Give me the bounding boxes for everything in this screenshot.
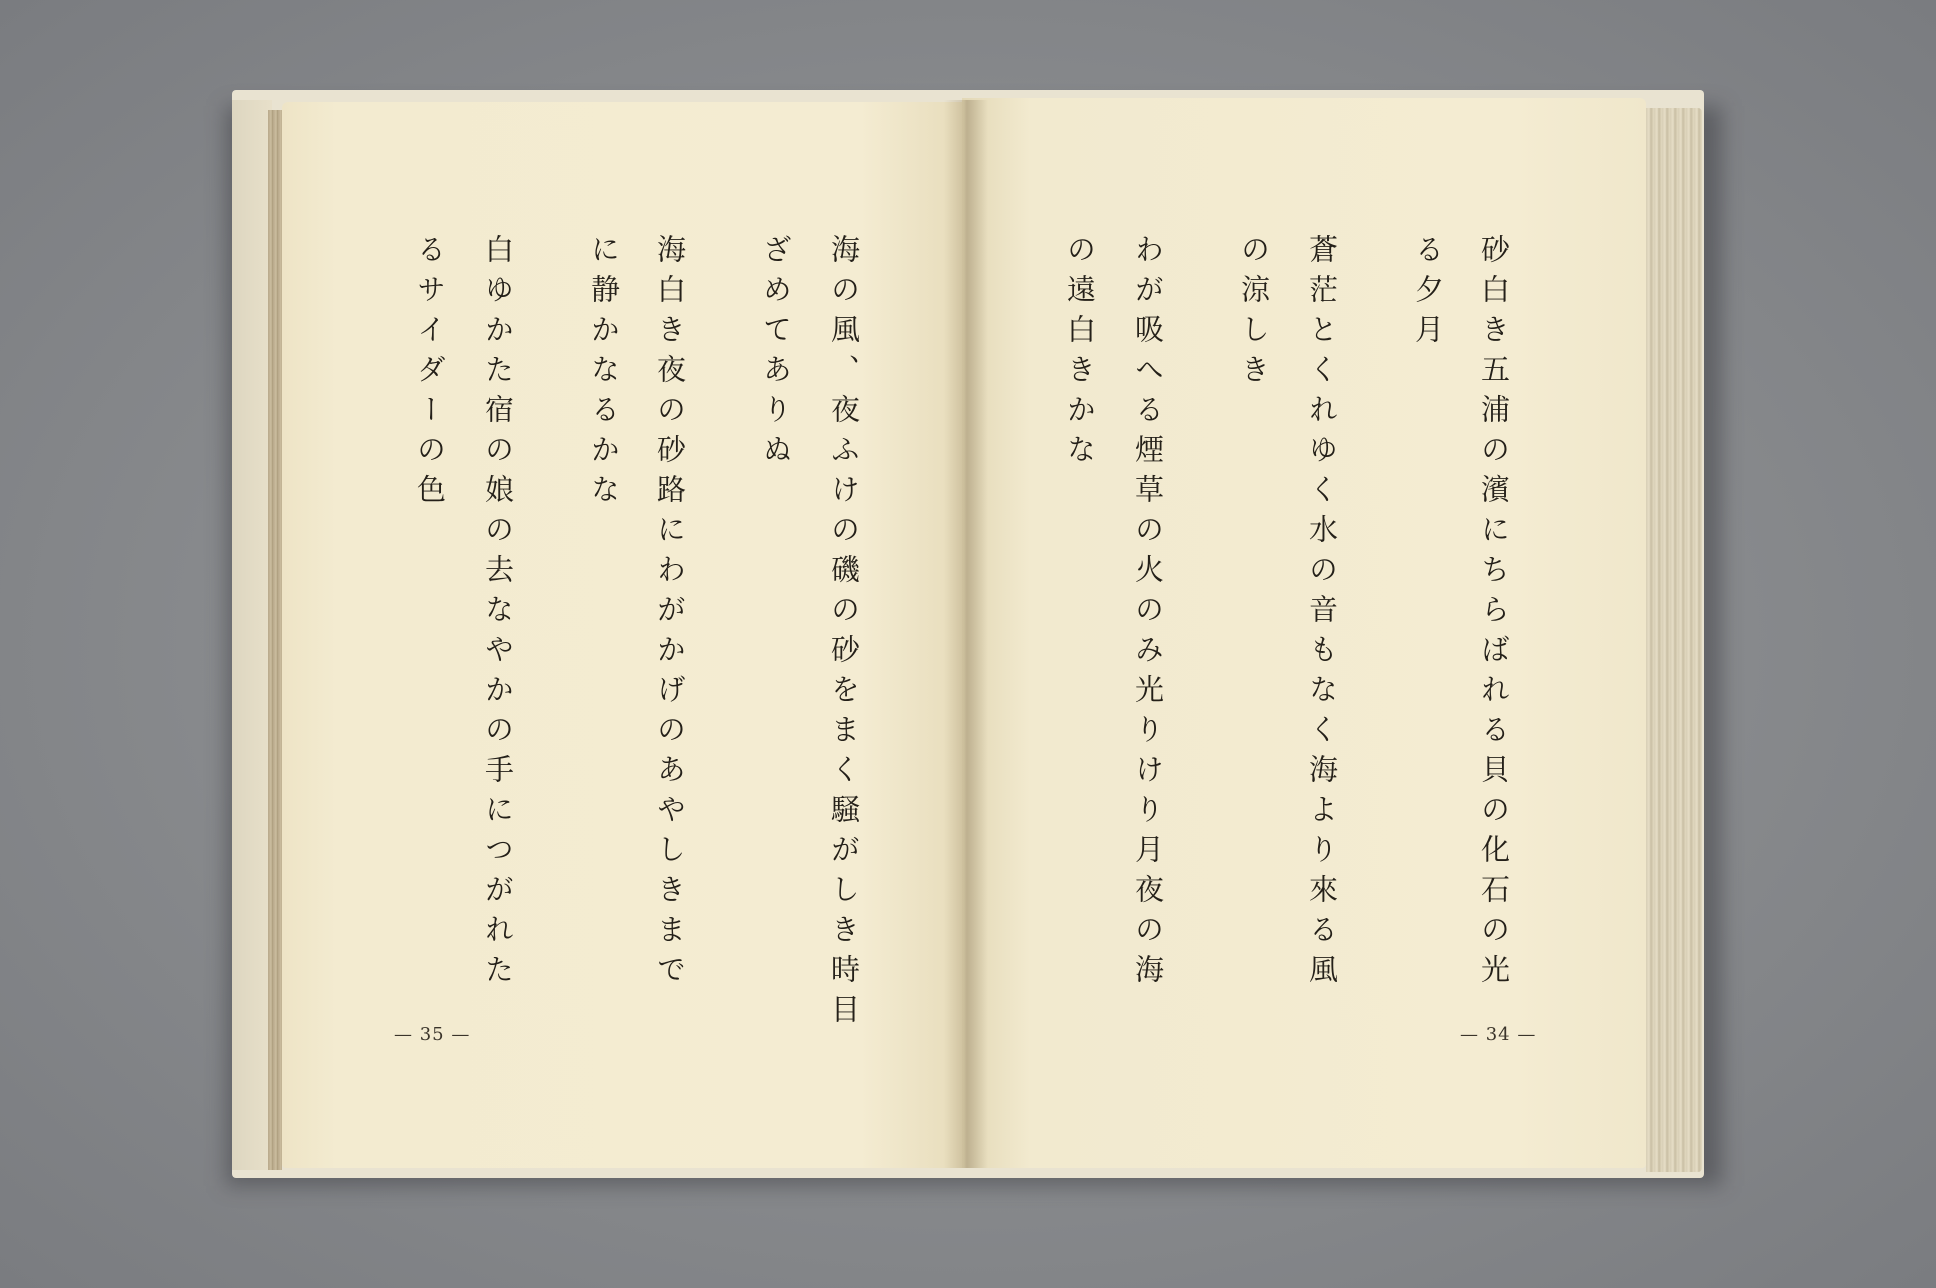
verse-column: の遠白きかな — [1063, 234, 1097, 474]
verse-column: ざめてありぬ — [759, 234, 793, 474]
page-number: — 35 — — [394, 1024, 471, 1045]
verse-column: 海白き夜の砂路にわがかげのあやしきまで — [653, 234, 687, 994]
verse-column: に静かなるかな — [587, 234, 621, 514]
left-page-stack — [268, 110, 282, 1170]
verse-column: 砂白き五浦の濱にちらばれる貝の化石の光 — [1477, 234, 1511, 994]
verse-column: るサイダーの色 — [413, 234, 447, 514]
verse-column: 白ゆかた宿の娘の去なやかの手につがれた — [481, 234, 515, 994]
book-gutter — [944, 100, 988, 1168]
verse-column: わが吸へる煙草の火のみ光りけり月夜の海 — [1131, 234, 1165, 994]
verse-column: の涼しき — [1237, 234, 1271, 394]
right-page-stack — [1646, 108, 1702, 1172]
cover-left-edge — [232, 100, 272, 1170]
verse-column: る夕月 — [1411, 234, 1445, 354]
page-number: — 34 — — [1460, 1024, 1537, 1045]
verse-column: 蒼茫とくれゆく水の音もなく海より來る風 — [1305, 234, 1339, 994]
verse-column: 海の風、夜ふけの磯の砂をまく騒がしき時目 — [827, 234, 861, 1034]
